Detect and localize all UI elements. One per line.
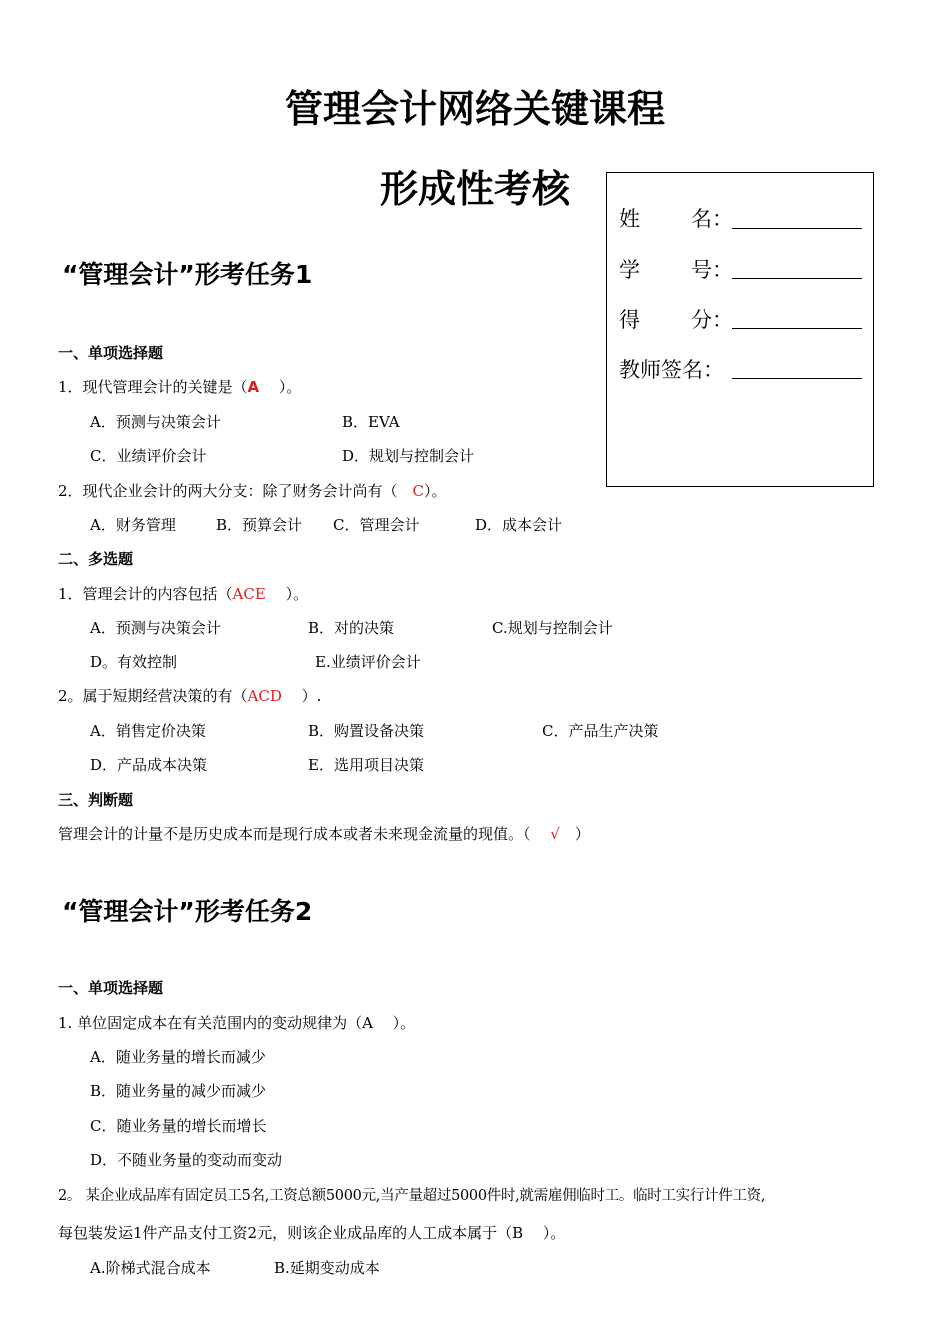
task1-q1-answer: A [247,378,260,396]
task1-q2-option-d: D．成本会计 [475,516,563,534]
task1-m1-option-d: D。有效控制 [90,653,178,671]
task1-q2-answer: C [412,482,425,500]
task1-q2-close: ）。 [424,482,447,500]
task1-q1-option-b: B．EVA [342,413,400,431]
teacher-sign-label: 教师签名： [619,358,724,382]
task1-q2-option-c: C．管理会计 [333,516,420,534]
task1-title: “管理会计”形考任务1 [62,260,313,289]
task1-section-true-false: 三、判断题 [58,791,134,809]
document-title: 管理会计网络关键课程 [284,87,665,131]
task1-q1-close: ）。 [259,378,302,396]
task1-m2-option-b: B．购置设备决策 [308,722,425,740]
task2-q1-option-b: B．随业务量的减少而减少 [90,1082,267,1100]
score-row [619,304,733,334]
task1-m1-option-b: B．对的决策 [308,619,395,637]
task1-m2-close: ）. [281,687,322,705]
teacher-sign-row [619,354,724,384]
task2-q1-option-c: C．随业务量的增长而增长 [90,1117,267,1135]
task1-m2-option-c: C．产品生产决策 [542,722,659,740]
student-id-row [619,254,733,284]
task1-m1-close: ）。 [265,585,309,603]
task1-q1-option-a: A．预测与决策会计 [90,413,221,431]
teacher-sign-blank[interactable] [732,378,862,379]
task1-q2-text: 2．现代企业会计的两大分支：除了财务会计尚有（ [58,482,413,500]
task1-q1-option-d: D．规划与控制会计 [342,447,475,465]
task2-q2-option-b: B.延期变动成本 [274,1259,380,1277]
task1-q2-option-b: B．预算会计 [216,516,303,534]
task1-m1-text: 1．管理会计的内容包括（ [58,585,233,603]
name-blank[interactable] [732,228,862,229]
score-label-b: 分： [691,308,733,332]
task1-m1-answer: ACE [232,585,266,603]
task1-q1-option-c: C．业绩评价会计 [90,447,207,465]
name-label-a: 姓 [619,207,640,231]
score-label-a: 得 [619,308,640,332]
task1-q1 [58,376,301,397]
task2-section-single-choice: 一、单项选择题 [58,979,164,997]
task2-q1-option-d: D．不随业务量的变动而变动 [90,1151,283,1169]
task1-m2-text: 2。属于短期经营决策的有（ [58,687,248,705]
student-info-box [606,172,874,487]
task1-m1-option-e: E.业绩评价会计 [315,653,421,671]
task1-m1-option-a: A．预测与决策会计 [90,619,221,637]
task1-m1-option-c: C.规划与控制会计 [492,619,613,637]
task1-q2 [58,480,447,501]
task1-m2 [58,685,321,706]
student-id-label-a: 学 [619,258,640,282]
task1-section-single-choice: 一、单项选择题 [58,344,164,362]
task2-q2-line2: 每包装发运1件产品支付工资2元，则该企业成品库的人工成本属于（B ）。 [58,1224,566,1242]
task2-q2-option-a: A.阶梯式混合成本 [90,1259,211,1277]
task1-m2-option-a: A．销售定价决策 [90,722,206,740]
task2-q1-option-a: A．随业务量的增长而减少 [90,1048,266,1066]
student-id-blank[interactable] [732,278,862,279]
task1-m2-answer: ACD [247,687,282,705]
task1-j1-answer: √ [550,825,560,843]
task2-q1: 1. 单位固定成本在有关范围内的变动规律为（A ）。 [58,1014,416,1032]
task1-q1-text: 1．现代管理会计的关键是（ [58,378,248,396]
task1-j1 [58,823,590,844]
task1-q2-option-a: A．财务管理 [90,516,176,534]
task2-title: “管理会计”形考任务2 [62,897,313,926]
score-blank[interactable] [732,328,862,329]
task2-q2-line1: 2。 某企业成品库有固定员工5名,工资总额5000元,当产量超过5000件时,就需雇佣临时工。临时工实行计件工资, [58,1188,766,1204]
name-label-b: 名： [691,207,733,231]
task1-j1-close: ） [559,825,590,843]
name-row [619,203,733,233]
student-id-label-b: 号： [691,258,733,282]
task1-section-multi-choice: 二、多选题 [58,550,134,568]
task1-m2-option-e: E．选用项目决策 [308,756,424,774]
document-subtitle: 形成性考核 [379,167,570,211]
task1-m2-option-d: D．产品成本决策 [90,756,208,774]
task1-j1-text: 管理会计的计量不是历史成本而是现行成本或者未来现金流量的现值。（ [58,825,551,843]
task1-m1 [58,583,308,604]
